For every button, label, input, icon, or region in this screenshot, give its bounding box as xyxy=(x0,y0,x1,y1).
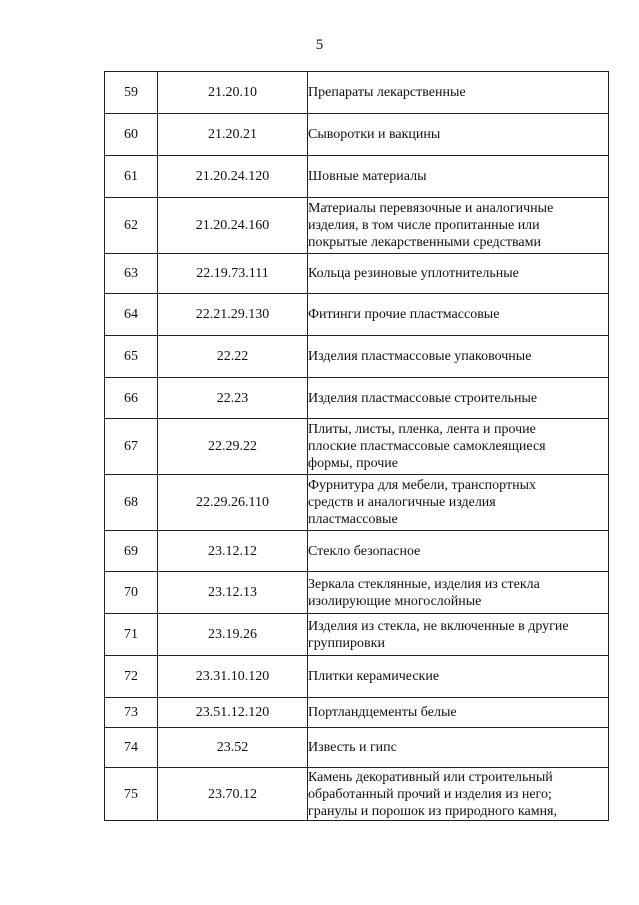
row-name-cell xyxy=(308,698,609,728)
row-number: 69 xyxy=(105,531,158,572)
row-name: Плитки керамические xyxy=(308,669,440,684)
row-number: 61 xyxy=(105,156,158,198)
table-row xyxy=(105,531,609,572)
row-number: 72 xyxy=(105,656,158,698)
row-number: 62 xyxy=(105,198,158,254)
table-row xyxy=(105,614,609,656)
table-body xyxy=(105,72,609,821)
table-row xyxy=(105,419,609,475)
table-row xyxy=(105,768,609,821)
row-number: 59 xyxy=(105,72,158,114)
row-name: Фурнитура для мебели, транспортных средств и аналогичные изделия пластмассовые xyxy=(308,478,536,527)
row-code: 21.20.10 xyxy=(158,72,308,114)
row-name-cell xyxy=(308,72,609,114)
row-name-cell xyxy=(308,531,609,572)
row-name: Камень декоративный или строительный обработанный прочий и изделия из него; гранулы и порошок из природного камня, xyxy=(308,769,557,819)
row-name: Зеркала стеклянные, изделия из стекла изолирующие многослойные xyxy=(308,576,540,609)
page-number: 5 xyxy=(315,37,324,53)
table-row xyxy=(105,656,609,698)
table-row xyxy=(105,294,609,336)
row-name: Кольца резиновые уплотнительные xyxy=(308,266,519,281)
row-code: 23.19.26 xyxy=(158,614,308,656)
row-number: 75 xyxy=(105,768,158,821)
table-row xyxy=(105,198,609,254)
table-row xyxy=(105,378,609,419)
row-code: 23.70.12 xyxy=(158,768,308,821)
row-code: 23.31.10.120 xyxy=(158,656,308,698)
row-name-cell xyxy=(308,114,609,156)
row-name: Изделия пластмассовые упаковочные xyxy=(308,349,532,364)
row-code: 22.19.73.111 xyxy=(158,254,308,294)
row-name-cell xyxy=(308,475,609,531)
row-code: 21.20.21 xyxy=(158,114,308,156)
row-code: 22.29.22 xyxy=(158,419,308,475)
row-code: 21.20.24.160 xyxy=(158,198,308,254)
row-code: 23.12.13 xyxy=(158,572,308,614)
row-name-cell xyxy=(308,336,609,378)
row-name: Изделия из стекла, не включенные в другие группировки xyxy=(308,618,569,651)
row-name: Материалы перевязочные и аналогичные изделия, в том числе пропитанные или покрытые лекарственными средствами xyxy=(308,201,554,250)
row-name-cell xyxy=(308,572,609,614)
table-row xyxy=(105,728,609,768)
row-name-cell xyxy=(308,294,609,336)
row-number: 71 xyxy=(105,614,158,656)
row-name-cell xyxy=(308,614,609,656)
row-name: Плиты, листы, пленка, лента и прочие плоские пластмассовые самоклеящиеся формы, прочие xyxy=(308,422,546,471)
row-code: 23.12.12 xyxy=(158,531,308,572)
row-name-cell xyxy=(308,656,609,698)
row-name: Известь и гипс xyxy=(308,740,397,755)
row-code: 22.22 xyxy=(158,336,308,378)
row-name: Препараты лекарственные xyxy=(308,85,466,100)
table-row xyxy=(105,72,609,114)
row-name-cell xyxy=(308,254,609,294)
table-row xyxy=(105,698,609,728)
row-name-cell xyxy=(308,156,609,198)
row-code: 21.20.24.120 xyxy=(158,156,308,198)
row-name: Фитинги прочие пластмассовые xyxy=(308,307,500,322)
row-code: 23.52 xyxy=(158,728,308,768)
row-name-cell xyxy=(308,198,609,254)
row-number: 67 xyxy=(105,419,158,475)
row-number: 73 xyxy=(105,698,158,728)
row-code: 22.23 xyxy=(158,378,308,419)
row-name: Портландцементы белые xyxy=(308,705,457,720)
row-name-cell xyxy=(308,378,609,419)
row-name: Сыворотки и вакцины xyxy=(308,127,441,142)
row-code: 23.51.12.120 xyxy=(158,698,308,728)
row-number: 66 xyxy=(105,378,158,419)
table-row xyxy=(105,254,609,294)
product-code-table xyxy=(104,71,609,821)
table-row xyxy=(105,114,609,156)
row-name-cell xyxy=(308,768,609,821)
row-number: 70 xyxy=(105,572,158,614)
row-code: 22.29.26.110 xyxy=(158,475,308,531)
table-row xyxy=(105,336,609,378)
row-name: Изделия пластмассовые строительные xyxy=(308,390,538,406)
row-code: 22.21.29.130 xyxy=(158,294,308,336)
row-number: 64 xyxy=(105,294,158,336)
row-name-cell xyxy=(308,419,609,475)
table-row xyxy=(105,572,609,614)
table-row xyxy=(105,475,609,531)
table-row xyxy=(105,156,609,198)
row-number: 63 xyxy=(105,254,158,294)
row-number: 74 xyxy=(105,728,158,768)
row-name: Шовные материалы xyxy=(308,169,427,184)
row-number: 65 xyxy=(105,336,158,378)
row-number: 68 xyxy=(105,475,158,531)
row-name-cell xyxy=(308,728,609,768)
row-name: Стекло безопасное xyxy=(308,543,421,559)
row-number: 60 xyxy=(105,114,158,156)
